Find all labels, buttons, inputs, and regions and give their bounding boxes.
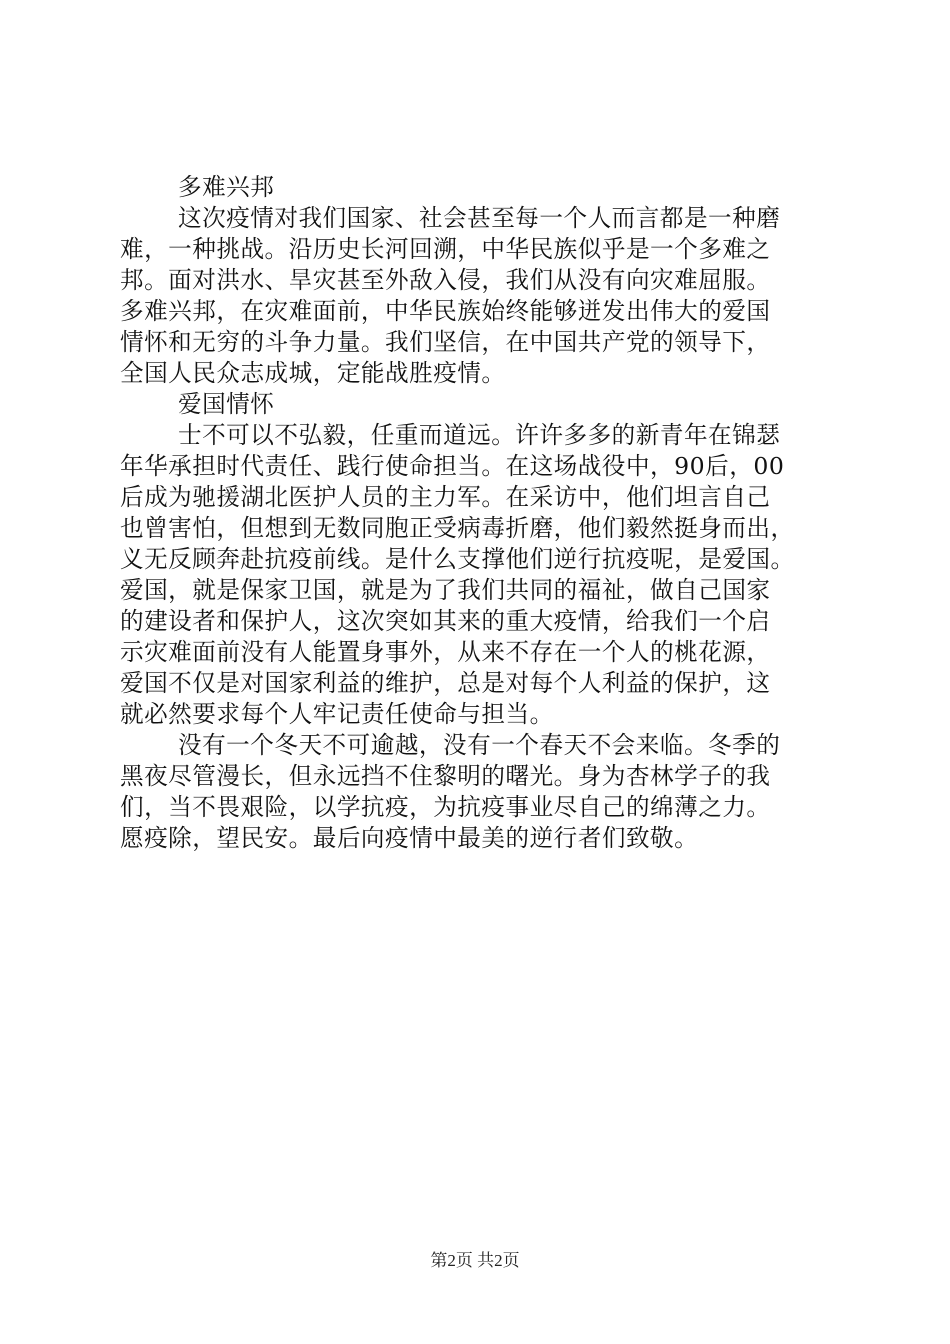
paragraph bbox=[120, 730, 832, 854]
text-line: 也曾害怕，但想到无数同胞正受病毒折磨，他们毅然挺身而出， bbox=[120, 514, 795, 542]
text-line: 们，当不畏艰险，以学抗疫，为抗疫事业尽自己的绵薄之力。 bbox=[120, 793, 771, 821]
text-line: 黑夜尽管漫长，但永远挡不住黎明的曙光。身为杏林学子的我 bbox=[120, 762, 771, 790]
document-body bbox=[120, 172, 832, 854]
text-line: 全国人民众志成城，定能战胜疫情。 bbox=[120, 359, 506, 387]
page-footer: 第2页 共2页 bbox=[430, 1251, 520, 1270]
text-line: 这次疫情对我们国家、社会甚至每一个人而言都是一种磨 bbox=[178, 204, 781, 232]
text-line: 的建设者和保护人，这次突如其来的重大疫情，给我们一个启 bbox=[120, 607, 771, 635]
text-line: 情怀和无穷的斗争力量。我们坚信，在中国共产党的领导下， bbox=[120, 328, 771, 356]
section-heading: 爱国情怀 bbox=[178, 390, 275, 418]
paragraph bbox=[120, 420, 832, 730]
paragraph bbox=[120, 203, 832, 389]
text-line: 后成为驰援湖北医护人员的主力军。在采访中，他们坦言自己 bbox=[120, 483, 771, 511]
text-line: 爱国不仅是对国家利益的维护，总是对每个人利益的保护，这 bbox=[120, 669, 771, 697]
section-heading: 多难兴邦 bbox=[178, 173, 275, 201]
text-line: 示灾难面前没有人能置身事外，从来不存在一个人的桃花源， bbox=[120, 638, 771, 666]
text-line: 士不可以不弘毅，任重而道远。许许多多的新青年在锦瑟 bbox=[178, 421, 781, 449]
text-line: 愿疫除，望民安。最后向疫情中最美的逆行者们致敬。 bbox=[120, 824, 699, 852]
text-line: 难，一种挑战。沿历史长河回溯，中华民族似乎是一个多难之 bbox=[120, 235, 771, 263]
text-line: 没有一个冬天不可逾越，没有一个春天不会来临。冬季的 bbox=[178, 731, 781, 759]
text-line: 多难兴邦，在灾难面前，中华民族始终能够迸发出伟大的爱国 bbox=[120, 297, 771, 325]
text-line: 义无反顾奔赴抗疫前线。是什么支撑他们逆行抗疫呢，是爱国。 bbox=[120, 545, 795, 573]
text-line: 邦。面对洪水、旱灾甚至外敌入侵，我们从没有向灾难屈服。 bbox=[120, 266, 771, 294]
text-line: 爱国，就是保家卫国，就是为了我们共同的福祉，做自己国家 bbox=[120, 576, 771, 604]
text-line: 年华承担时代责任、践行使命担当。在这场战役中，90后，00 bbox=[120, 452, 785, 480]
text-line: 就必然要求每个人牢记责任使命与担当。 bbox=[120, 700, 554, 728]
